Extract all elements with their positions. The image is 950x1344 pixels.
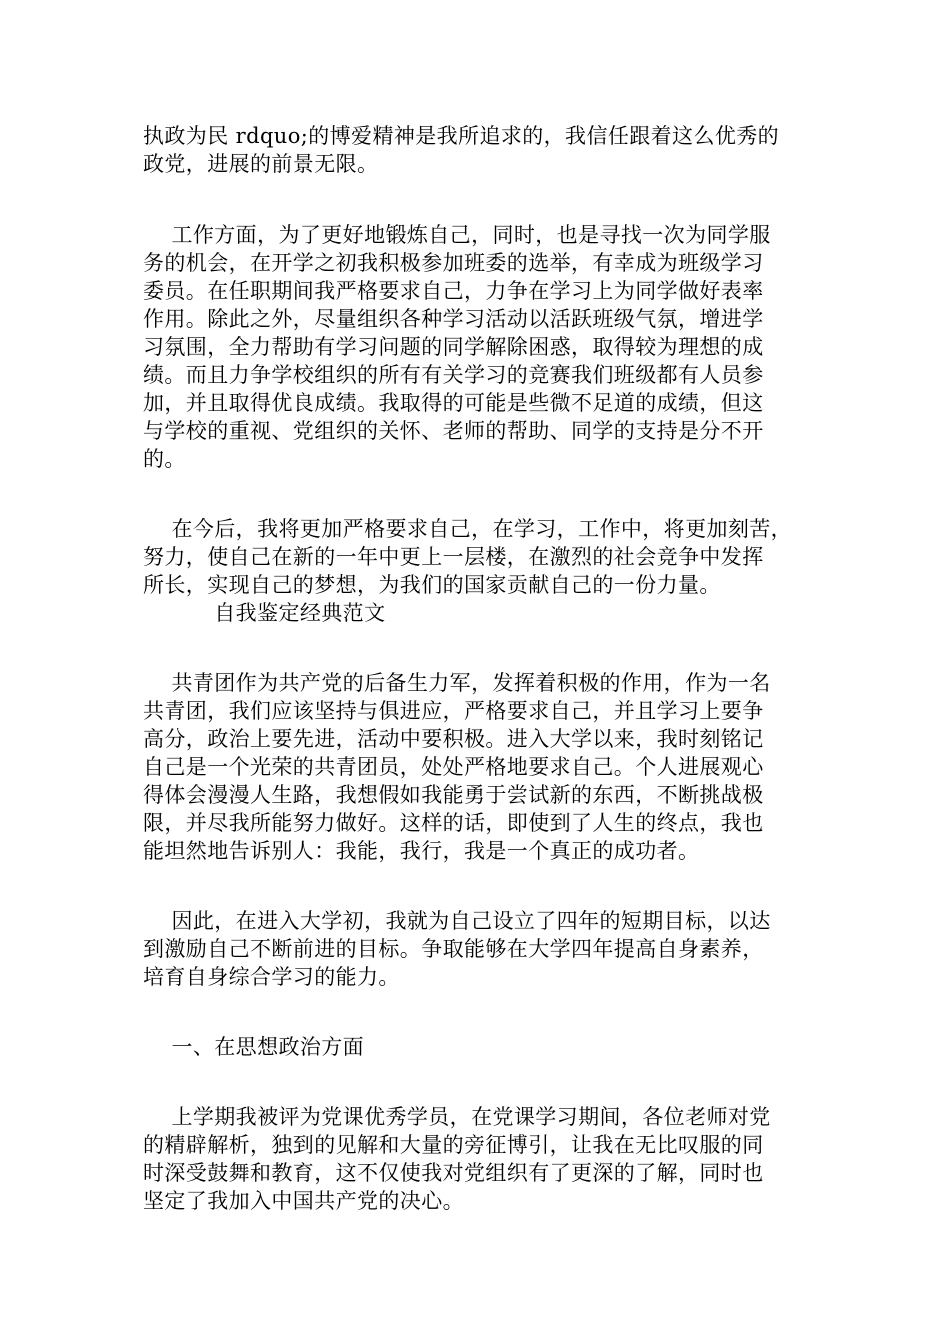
text-line: 时深受鼓舞和教育，这不仅使我对党组织有了更深的了解，同时也 — [143, 1161, 764, 1185]
text-line: 委员。在任职期间我严格要求自己，力争在学习上为同学做好表率 — [143, 279, 764, 303]
text-line: 所长，实现自己的梦想，为我们的国家贡献自己的一份力量。 — [143, 573, 721, 597]
text-line: 自己是一个光荣的共青团员，处处严格地要求自己。个人进展观心 — [143, 755, 764, 779]
text-line: 因此，在进入大学初，我就为自己设立了四年的短期目标，以达 — [143, 909, 771, 933]
text-line: 政党，进展的前景无限。 — [143, 152, 379, 176]
text-line: 共青团作为共产党的后备生力军，发挥着积极的作用，作为一名 — [143, 671, 771, 695]
text-line: 工作方面，为了更好地锻炼自己，同时，也是寻找一次为同学服 — [143, 223, 771, 247]
text-line: 务的机会，在开学之初我积极参加班委的选举，有幸成为班级学习 — [143, 251, 764, 275]
text-line: 加，并且取得优良成绩。我取得的可能是些微不足道的成绩，但这 — [143, 391, 764, 415]
text-line: 到激励自己不断前进的目标。争取能够在大学四年提高自身素养， — [143, 937, 764, 961]
text-line: 绩。而且力争学校组织的所有有关学习的竞赛我们班级都有人员参 — [143, 363, 764, 387]
text-line: 执政为民 rdquo;的博爱精神是我所追求的，我信任跟着这么优秀的 — [143, 124, 780, 148]
text-line: 在今后，我将更加严格要求自己，在学习，工作中，将更加刻苦， — [143, 517, 793, 541]
text-line: 共青团，我们应该坚持与俱进应，严格要求自己，并且学习上要争 — [143, 699, 764, 723]
text-line: 坚定了我加入中国共产党的决心。 — [143, 1189, 464, 1213]
text-line: 能坦然地告诉别人：我能，我行，我是一个真正的成功者。 — [143, 839, 700, 863]
text-line: 与学校的重视、党组织的关怀、老师的帮助、同学的支持是分不开 — [143, 419, 764, 443]
text-line: 限，并尽我所能努力做好。这样的话，即使到了人生的终点，我也 — [143, 811, 764, 835]
text-line: 的精辟解析，独到的见解和大量的旁征博引，让我在无比叹服的同 — [143, 1133, 764, 1157]
text-line: 上学期我被评为党课优秀学员，在党课学习期间，各位老师对党 — [143, 1105, 771, 1129]
section-heading: 一、在思想政治方面 — [143, 1035, 365, 1059]
section-title: 自我鉴定经典范文 — [143, 601, 386, 625]
text-line: 努力，使自己在新的一年中更上一层楼，在激烈的社会竞争中发挥 — [143, 545, 764, 569]
text-line: 作用。除此之外，尽量组织各种学习活动以活跃班级气氛，增进学 — [143, 307, 764, 331]
text-line: 的。 — [143, 447, 186, 471]
text-line: 得体会漫漫人生路，我想假如我能勇于尝试新的东西，不断挑战极 — [143, 783, 764, 807]
text-line: 习氛围，全力帮助有学习问题的同学解除困惑，取得较为理想的成 — [143, 335, 764, 359]
text-line: 培育自身综合学习的能力。 — [143, 965, 400, 989]
text-line: 高分，政治上要先进，活动中要积极。进入大学以来，我时刻铭记 — [143, 727, 764, 751]
